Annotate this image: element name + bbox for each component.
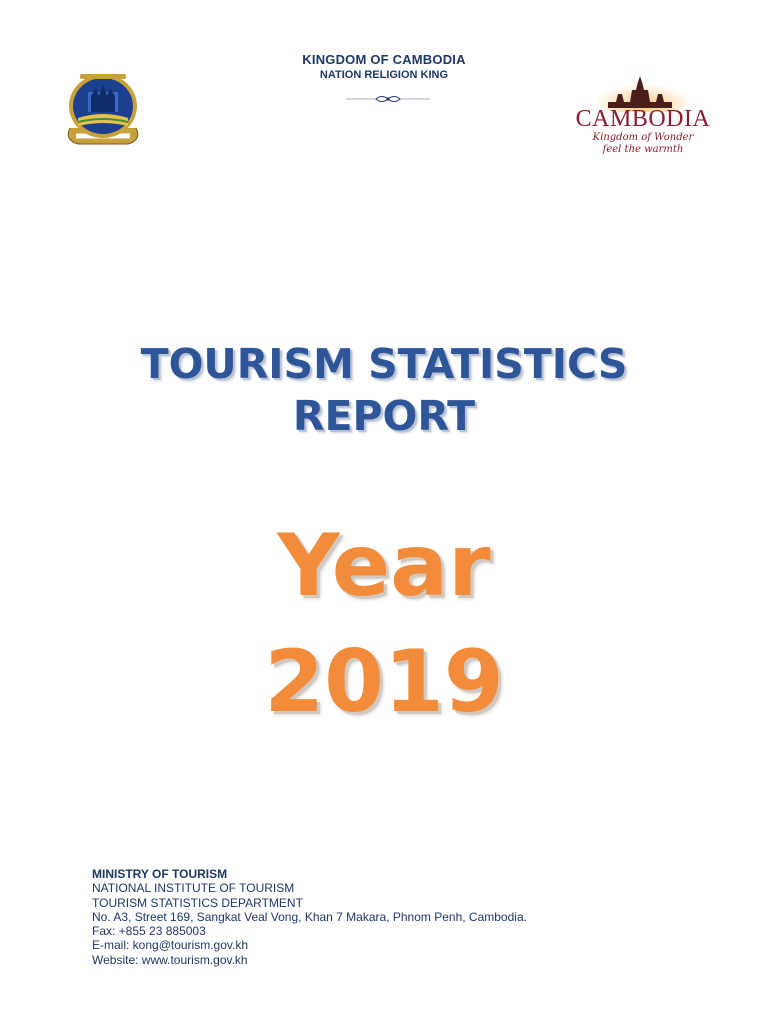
cambodia-kingdom-of-wonder-logo: [568, 72, 718, 158]
kingdom-heading: KINGDOM OF CAMBODIA: [302, 52, 466, 67]
report-title-line-1: TOURISM STATISTICS: [140, 340, 628, 388]
fax-number: Fax: +855 23 885003: [92, 924, 206, 939]
cambodia-wordmark: CAMBODIA: [575, 106, 711, 132]
postal-address: No. A3, Street 169, Sangkat Veal Vong, Khan 7 Makara, Phnom Penh, Cambodia.: [92, 909, 527, 924]
report-title: [0, 338, 768, 442]
report-year: [0, 508, 768, 740]
ornament-divider-icon: [346, 94, 430, 104]
department-name: TOURISM STATISTICS DEPARTMENT: [92, 895, 303, 910]
feel-the-warmth-tagline: feel the warmth: [602, 144, 684, 155]
year-label: Year: [277, 516, 491, 616]
institute-name: NATIONAL INSTITUTE OF TOURISM: [92, 881, 295, 896]
ministry-of-tourism-seal-icon: [58, 70, 148, 148]
publisher-contact-block: [92, 867, 692, 967]
website-address: Website: www.tourism.gov.kh: [92, 952, 248, 967]
year-value: 2019: [264, 632, 504, 732]
report-title-line-2: REPORT: [292, 392, 476, 440]
kingdom-of-wonder-tagline: Kingdom of Wonder: [592, 132, 694, 143]
email-address: E-mail: kong@tourism.gov.kh: [92, 938, 249, 953]
ministry-name: MINISTRY OF TOURISM: [92, 867, 228, 881]
national-motto: NATION RELIGION KING: [319, 69, 449, 81]
